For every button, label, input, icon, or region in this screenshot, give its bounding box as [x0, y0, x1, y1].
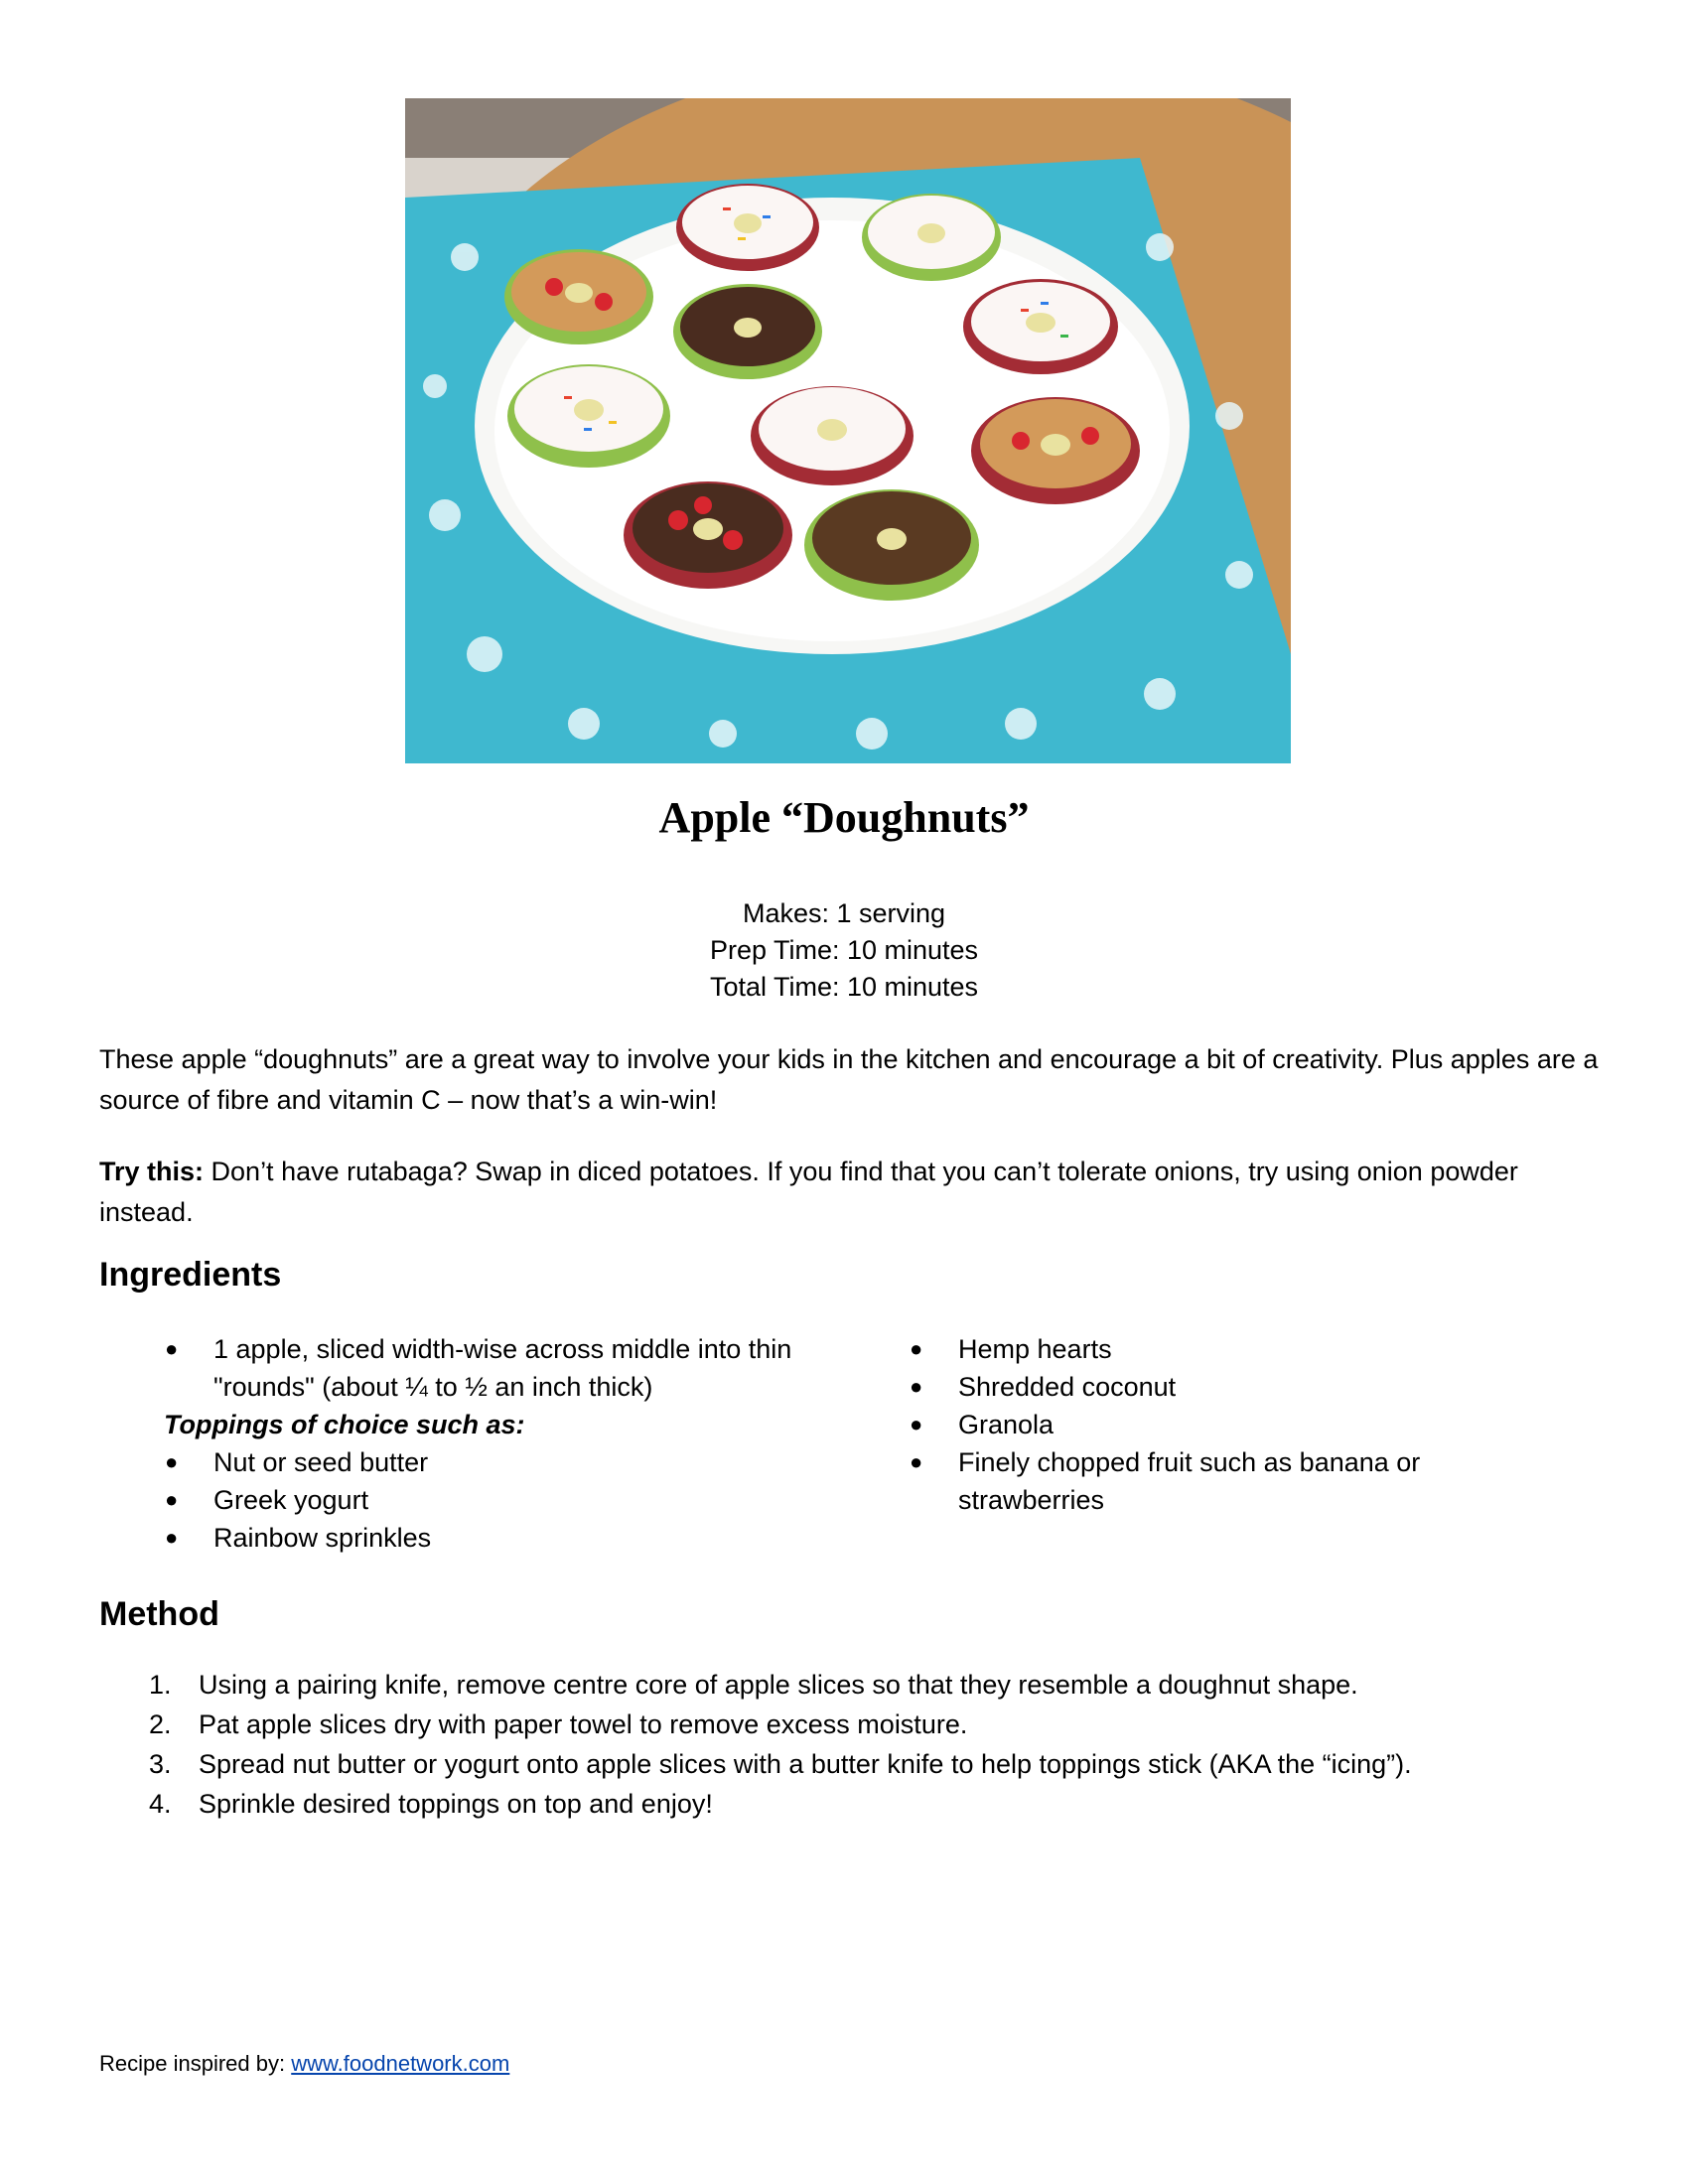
step-item: 4. Sprinkle desired toppings on top and enjoy!	[149, 1784, 1559, 1824]
bullet-icon: ●	[165, 1525, 179, 1550]
servings-text: Makes: 1 serving	[742, 898, 946, 928]
bullet-icon: ●	[910, 1374, 923, 1399]
list-item: ● 1 apple, sliced width-wise across middle into thin "rounds" (about ¼ to ½ an inch thick)	[159, 1330, 854, 1406]
tip-label: Try this:	[99, 1157, 205, 1186]
total-time-text: Total Time: 10 minutes	[709, 972, 979, 1002]
method-steps	[149, 1665, 1559, 1824]
step-number: 2.	[149, 1709, 172, 1739]
step-number: 4.	[149, 1789, 172, 1819]
list-item: ● Nut or seed butter	[159, 1443, 854, 1481]
list-item: ● Greek yogurt	[159, 1481, 854, 1519]
list-item: ● Granola	[904, 1406, 1499, 1443]
step-number: 3.	[149, 1749, 172, 1779]
bullet-icon: ●	[910, 1336, 923, 1361]
method-heading: Method	[99, 1595, 219, 1633]
step-number: 1.	[149, 1670, 172, 1700]
list-item: ● Finely chopped fruit such as banana or strawberries	[904, 1443, 1499, 1519]
recipe-meta	[0, 895, 1688, 1006]
ingredients-left-column	[159, 1330, 854, 1557]
step-item: 3. Spread nut butter or yogurt onto apple slices with a butter knife to help toppings stick (AKA the “icing”).	[149, 1744, 1559, 1784]
bullet-icon: ●	[165, 1449, 179, 1474]
intro-paragraph: These apple “doughnuts” are a great way to involve your kids in the kitchen and encourage a bit of creativity. Plus apples are a source of fibre and vitamin C – now that’s a win-win!	[99, 1044, 1599, 1115]
footer-credit	[99, 2051, 509, 2077]
source-link[interactable]: www.foodnetwork.com	[291, 2051, 510, 2076]
bullet-icon: ●	[910, 1412, 923, 1436]
list-item: ● Shredded coconut	[904, 1368, 1499, 1406]
bullet-icon: ●	[910, 1449, 923, 1474]
prep-time-text: Prep Time: 10 minutes	[709, 935, 979, 965]
step-item: 1. Using a pairing knife, remove centre core of apple slices so that they resemble a doughnut shape.	[149, 1665, 1559, 1705]
ingredients-right-column	[904, 1330, 1499, 1519]
list-item: ● Rainbow sprinkles	[159, 1519, 854, 1557]
list-item: ● Hemp hearts	[904, 1330, 1499, 1368]
bullet-icon: ●	[165, 1336, 179, 1361]
recipe-photo	[405, 98, 1291, 763]
bullet-icon: ●	[165, 1487, 179, 1512]
tip-paragraph	[99, 1152, 1609, 1233]
tip-text: Don’t have rutabaga? Swap in diced potatoes. If you find that you can’t tolerate onions, try using onion powder instead.	[99, 1157, 1518, 1227]
recipe-title: Apple “Doughnuts”	[658, 793, 1030, 842]
footer-label: Recipe inspired by:	[99, 2051, 292, 2076]
toppings-label: Toppings of choice such as:	[164, 1410, 525, 1439]
step-item: 2. Pat apple slices dry with paper towel to remove excess moisture.	[149, 1705, 1559, 1744]
ingredients-heading: Ingredients	[99, 1256, 282, 1294]
